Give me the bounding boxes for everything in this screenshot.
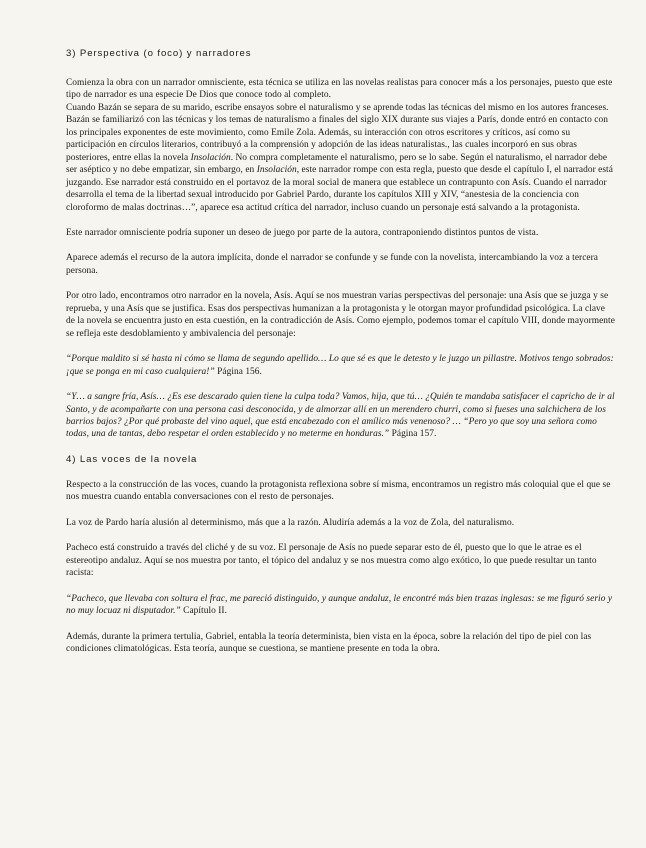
paragraph-text: , este narrador rompe con esta regla, puesto que desde el capítulo I, el narrador está juzgando. Ese narrador está construido en el portavoz de la moral social de manera que establece un contrapunto con Asís. Cuando el narrador desarrolla el tema de la libertad sexual introducido por Gabriel Pardo, durante los capítulos XIII y XIV, “anestesia de la conciencia con cloroformo de malas doctrinas…”, aparece esa actitud crítica del narrador, incluso cuando un personaje está salvando a la protagonista.: [66, 165, 613, 213]
quote-text: “Y… a sangre fría, Asís… ¿Es ese descarado quien tiene la culpa toda? Vamos, hija, que tú… ¿Quién te mandaba satisfacer el capricho de ir al Santo, y de acompañarte con una persona casi desconocida, y de almorzar allí en un merendero churri, como si fueses una salchichera de los barrios bajos? ¿Por qué probaste del vino aquel, que está encabezado con el amílico más venenoso? … “Pero yo que soy una señora como todas, una de tantas, debo respetar el orden establecido y no meterme en honduras.”: [66, 392, 615, 440]
quote-capitulo-ii: [66, 593, 616, 618]
paragraph-voz-pardo: La voz de Pardo haría alusión al determinismo, más que a la razón. Aludiría además a la voz de Zola, del naturalismo.: [66, 517, 515, 528]
paragraph-autora-implicita: Aparece además el recurso de la autora implícita, donde el narrador se confunde y se funde con la novelista, intercambiando la voz a tercera persona.: [66, 253, 599, 276]
quote-pagina-157: [66, 391, 616, 441]
quote-text: “Porque maldito si sé hasta ni cómo se llama de segundo apellido… Lo que sé es que le detesto y le juzgo un pillastre. Motivos tengo sobrados: ¡que se ponga en mi caso cualquiera!”: [66, 354, 614, 377]
section-heading-perspectiva: 3) Perspectiva (o foco) y narradores: [66, 48, 252, 59]
paragraph-pacheco: Pacheco está construido a través del cliché y de su voz. El personaje de Asís no puede separar esto de él, puesto que lo que le atrae es el estereotipo andaluz. Aquí se nos muestra por tanto, el tópico del andaluz y se nos muestra como algo exótico, lo que puede resultar un tanto racista:: [66, 543, 597, 579]
paragraph-tertulia: Además, durante la primera tertulia, Gabriel, entabla la teoría determinista, bien vista en la época, sobre la relación del tipo de piel con las condiciones climatológicas. Esta teoría, aunque se cuestiona, se mantiene presente en toda la obra.: [66, 631, 592, 654]
paragraph-text: Cuando Bazán se separa de su marido, escribe ensayos sobre el naturalismo y se aprende todas las técnicas del mismo en los autores franceses. Bazán se familiarizó con las técnicas y los temas de naturalismo a finales del siglo XIX durante sus viajes a París, donde entró en contacto con los principales exponentes de este movimiento, como Emile Zola. Además, su interacción con otros escritores y críticos, así como su participación en círculos literarios, contribuyó a la comprensión y adopción de las ideas naturalistas., las cuales incorporó en sus obras posteriores, entre ellas la novela: [66, 102, 609, 163]
book-title: Insolación: [190, 152, 231, 163]
quote-text: “Pacheco, que llevaba con soltura el frac, me pareció distinguido, y aunque andaluz, le encontré más bien trazas inglesas: se me figuró serio y no muy locuaz ni disputador.”: [66, 593, 613, 617]
quote-reference: Página 157.: [389, 429, 437, 440]
paragraph-text: Comienza la obra con un narrador omnisciente, esta técnica se utiliza en las novelas realistas para conocer más a los personajes, puesto que este tipo de narrador es una especie De Dios que conoce todo al completo.: [66, 78, 613, 101]
quote-pagina-156: [66, 353, 616, 378]
book-title: Insolación: [256, 165, 297, 176]
paragraph-narrador-omnisciente: [66, 77, 616, 214]
paragraph-juego-autora: Este narrador omnisciente podría suponer un deseo de juego por parte de la autora, contraponiendo distintos puntos de vista.: [66, 227, 539, 238]
quote-reference: Capítulo II.: [180, 606, 227, 617]
quote-reference: Página 156.: [214, 366, 262, 377]
paragraph-text: . No compra completamente el naturalismo, pero se lo sabe. Según el naturalismo, el narrador debe ser aséptico y no debe empatizar, sin embargo, en: [66, 152, 608, 176]
paragraph-construccion-voces: Respecto a la construcción de las voces, cuando la protagonista reflexiona sobre sí misma, encontramos un registro más coloquial que el que se nos muestra cuando entabla conversaciones con el resto de personajes.: [66, 479, 611, 503]
paragraph-narrador-asis: Por otro lado, encontramos otro narrador en la novela, Asís. Aquí se nos muestran varias perspectivas del personaje: una Asís que se juzga y se reprueba, y una Asís que se justifica. Esas dos perspectivas humanizan a la protagonista y le otorgan mayor profundidad psicológica. La clave de la novela se encuentra justo en esta cuestión, en la contradicción de Asís. Como ejemplo, podemos tomar el capítulo VIII, donde mayormente se refleja este desdoblamiento y ambivalencia del personaje:: [66, 291, 615, 339]
section-heading-voces: 4) Las voces de la novela: [66, 453, 198, 465]
